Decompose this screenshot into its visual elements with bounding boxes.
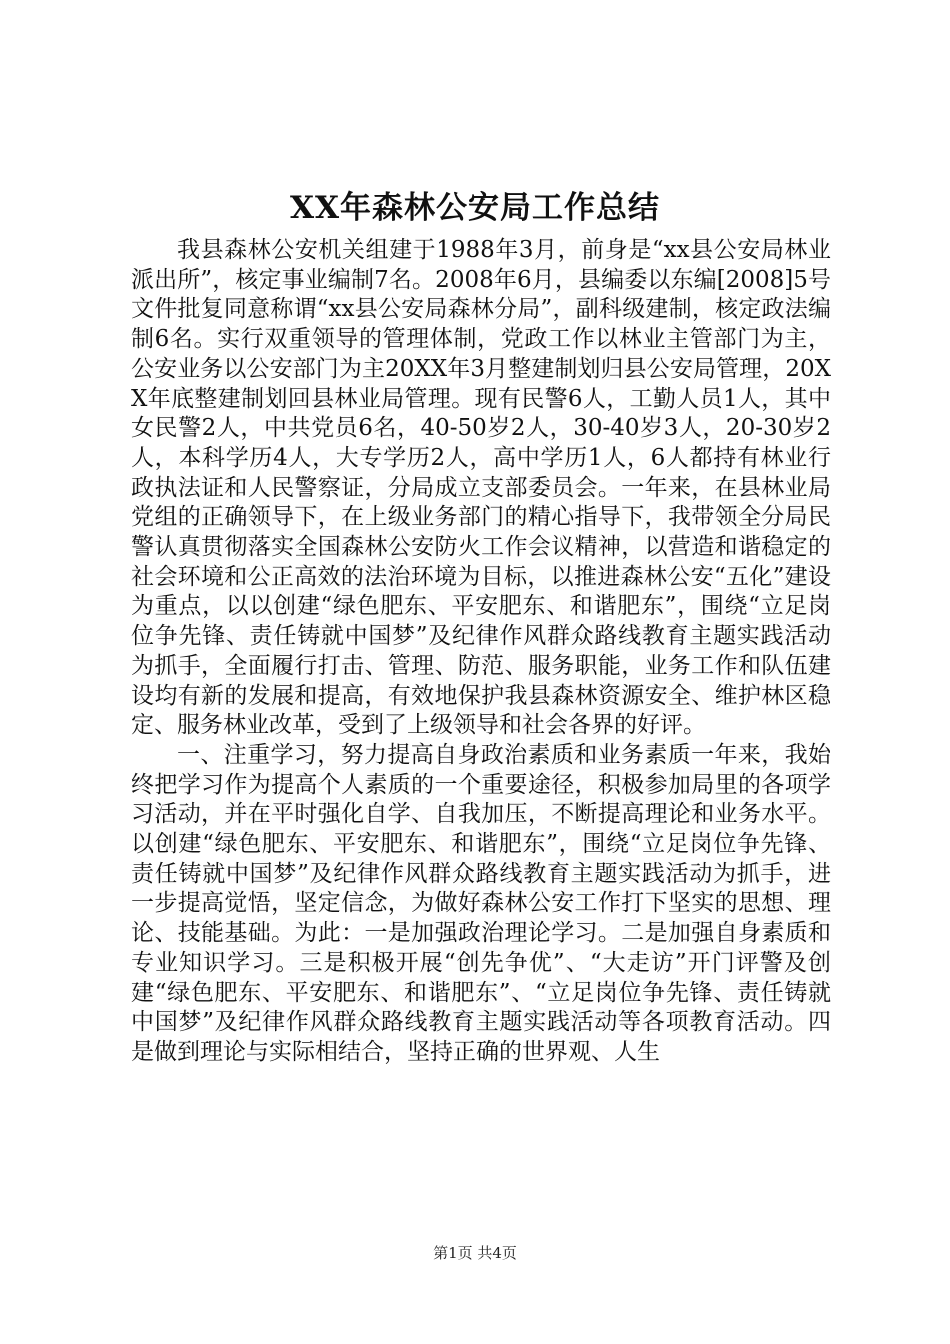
document-body [131,236,831,1068]
document-title: XX年森林公安局工作总结 [289,190,661,226]
paragraph-intro: 我县森林公安机关组建于1988年3月，前身是“xx县公安局林业派出所”，核定事业编制7名。2008年6月，县编委以东编[2008]5号文件批复同意称谓“xx县公安局森林分局”，副科级建制，核定政法编制6名。实行双重领导的管理体制，党政工作以林业主管部门为主，公安业务以公安部门为主20XX年3月整建制划归县公安局管理，20XX年底整建制划回县林业局管理。现有民警6人，工勤人员1人，其中女民警2人，中共党员6名，40-50岁2人，30-40岁3人，20-30岁2人，本科学历4人，大专学历2人，高中学历1人，6人都持有林业行政执法证和人民警察证，分局成立支部委员会。一年来，在县林业局党组的正确领导下，在上级业务部门的精心指导下，我带领全分局民警认真贯彻落实全国森林公安防火工作会议精神，以营造和谐稳定的社会环境和公正高效的法治环境为目标，以推进森林公安“五化”建设为重点，以以创建“绿色肥东、平安肥东、和谐肥东”，围绕“立足岗位争先锋、责任铸就中国梦”及纪律作风群众路线教育主题实践活动为抓手，全面履行打击、管理、防范、服务职能，业务工作和队伍建设均有新的发展和提高，有效地保护我县森林资源安全、维护林区稳定、服务林业改革，受到了上级领导和社会各界的好评。 [131,237,831,739]
paragraph-study: 一、注重学习，努力提高自身政治素质和业务素质一年来，我始终把学习作为提高个人素质的一个重要途径，积极参加局里的各项学习活动，并在平时强化自学、自我加压，不断提高理论和业务水平。以创建“绿色肥东、平安肥东、和谐肥东”，围绕“立足岗位争先锋、责任铸就中国梦”及纪律作风群众路线教育主题实践活动为抓手，进一步提高觉悟，坚定信念，为做好森林公安工作打下坚实的思想、理论、技能基础。为此：一是加强政治理论学习。二是加强自身素质和专业知识学习。三是积极开展“创先争优”、“大走访”开门评警及创建“绿色肥东、平安肥东、和谐肥东”、“立足岗位争先锋、责任铸就中国梦”及纪律作风群众路线教育主题实践活动等各项教育活动。四是做到理论与实际相结合，坚持正确的世界观、人生 [131,741,831,1065]
page-number-footer: 第1页 共4页 [433,1244,517,1262]
